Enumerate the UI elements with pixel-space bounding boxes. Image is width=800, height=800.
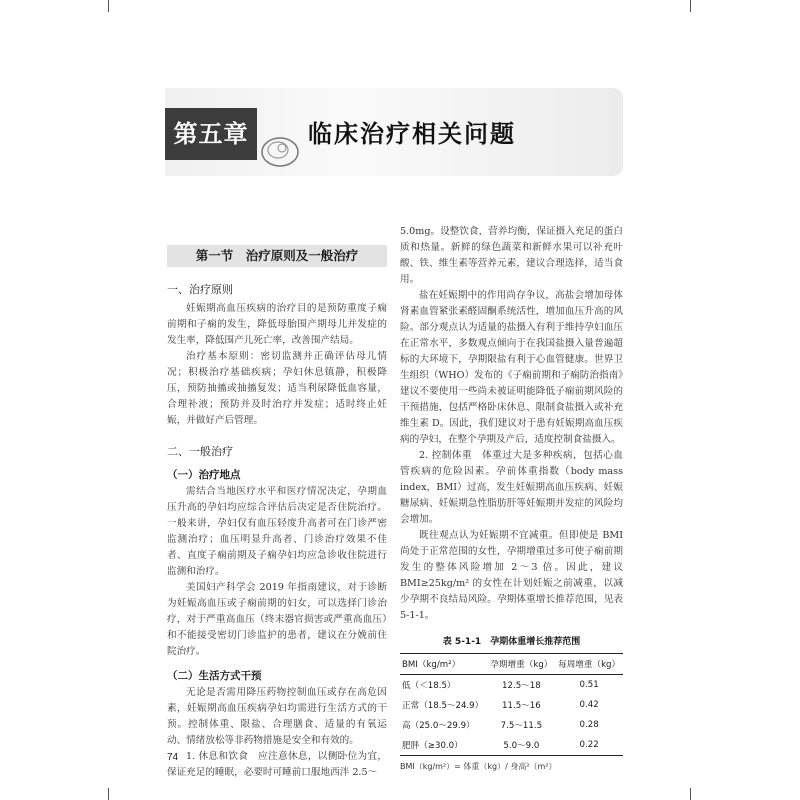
table-row [400, 695, 623, 715]
paragraph: 既往观点认为妊娠期不宜减重。但即使是 BMI 尚处于正常范围的女性，孕期增重过多可使子痫前期发生的整体风险增加 2～3 倍。因此，建议 BMI≥25kg/m² 的女性在计划妊娠之前减重，以减少孕期不良结局风险。孕期体重增长推荐范围，见表 5-1-1。 [400, 530, 623, 621]
table-cell: 低（＜18.5） [402, 681, 456, 691]
table-header: BMI（kg/m²） [400, 654, 488, 675]
table-row [400, 715, 623, 735]
table-header-row [400, 654, 623, 675]
table-cell: 正常（18.5～24.9） [402, 701, 484, 711]
paragraph: 5.0mg。设整饮食，营养均衡，保证摄入充足的蛋白质和热量。新鲜的绿色蔬菜和新鲜水果可以补充叶酸、铁、维生素等营养元素，建议合理选择，适当食用。 [400, 226, 623, 285]
weight-gain-table [400, 653, 623, 756]
table-cell: 7.5～11.5 [500, 721, 543, 731]
table-cell: 0.42 [579, 700, 599, 710]
right-column [400, 224, 623, 772]
heading-treatment-principles: 一、治疗原则 [167, 283, 233, 296]
table-header: 每周增重（kg） [555, 654, 623, 675]
crop-mark [108, 788, 109, 800]
table-cell: 0.28 [579, 720, 599, 730]
table-cell: 肥胖（≥30.0） [400, 735, 488, 756]
table-row [400, 675, 623, 696]
paragraph: 美国妇产科学会 2019 年指南建议，对于诊断为妊娠高血压或子痫前期的妇女，可以选择门诊治疗，对于严重高血压（终末器官损害或严重高血压）和不能接受密切门诊监护的患者，建议在分娩前住院治疗。 [167, 582, 387, 657]
paragraph: 盐在妊娠期中的作用尚存争议，高盐会增加母体肾素血管紧张素醛固酮系统活性，增加血压升高的风险。部分观点认为适量的盐摄入有利于维持孕妇血压在正常水平，多数观点倾向于在我国盐摄入量普遍超标的大环境下，孕期限盐有利于心血管健康。世界卫生组织（WHO）发布的《子痫前期和子痫防治指南》建议不要使用一些尚未被证明能降低子痫前期风险的干预措施，包括严格卧床休息、限制食盐摄入或补充维生素 D。因此，我们建议对于患有妊娠期高血压疾病的孕妇，在整个孕期及产后，适度控制食盐摄入。 [400, 290, 623, 445]
page-number: 74 [167, 752, 179, 763]
crop-mark [690, 0, 691, 12]
heading-general-treatment: 二、一般治疗 [167, 445, 233, 458]
table-cell: 11.5～16 [502, 701, 541, 711]
crop-mark [108, 0, 109, 12]
paragraph: 1. 休息和饮食 应注意休息，以侧卧位为宜，保证充足的睡眠，必要时可睡前口服地西泮 2.5～ [167, 751, 387, 778]
chapter-title: 临床治疗相关问题 [308, 120, 516, 148]
embryo-decoration-icon [258, 128, 304, 170]
table-cell: 0.51 [579, 680, 599, 690]
table-cell: 5.0～9.0 [488, 735, 556, 756]
table-row [400, 735, 623, 756]
paragraph: 需结合当地医疗水平和医疗情况决定，孕期血压升高的孕妇均应综合评估后决定是否住院治疗。一般来讲，孕妇仅有血压轻度升高者可在门诊严密监测治疗；血压明显升高者、门诊治疗效果不佳者、直度子痫前期及子痫孕妇均应急诊收住院进行监测和治疗。 [167, 486, 387, 577]
table-cell: 12.5～18 [502, 681, 541, 691]
heading-treatment-place: （一）治疗地点 [167, 469, 241, 481]
left-column [167, 245, 387, 781]
section-title: 第一节 治疗原则及一般治疗 [167, 245, 387, 267]
table-cell: 0.22 [555, 735, 623, 756]
paragraph: 妊娠期高血压疾病的治疗目的是预防重度子痫前期和子痫的发生，降低母胎围产期母儿并发症的发生率，降低围产儿死亡率，改善围产结局。 [167, 303, 387, 346]
paragraph: 无论是否需用降压药物控制血压或存在高危因素，妊娠期高血压疾病孕妇均需进行生活方式的干预。控制体重、限盐、合理膳食、适量的有氧运动、情绪放松等非药物措施是安全和有效的。 [167, 687, 387, 746]
paragraph: 2. 控制体重 体重过大是多种疾病，包括心血管疾病的危险因素。孕前体重指数（body mass index，BMI）过高，发生妊娠期高血压疾病、妊娠糖尿病、妊娠期急性脂肪肝等妊娠期并发症的风险均会增加。 [400, 450, 623, 525]
chapter-number: 第五章 [165, 108, 257, 160]
table-header: 孕期增重（kg） [488, 654, 556, 675]
heading-lifestyle: （二）生活方式干预 [167, 670, 262, 682]
table-title: 表 5-1-1 孕期体重增长推荐范围 [442, 637, 581, 647]
crop-mark [690, 788, 691, 800]
paragraph: 治疗基本原则：密切监测并正确评估母儿情况；积极治疗基础疾病；孕妇休息镇静，积极降压，预防抽搐或抽搐复发；适当利尿降低血容量，合理补液；预防并及时治疗并发症；适时终止妊娠，并做好产后管理。 [167, 351, 387, 426]
table-cell: 高（25.0～29.9） [402, 721, 475, 731]
table-note: BMI（kg/m²）= 体重（kg）/ 身高²（m²） [400, 762, 557, 771]
